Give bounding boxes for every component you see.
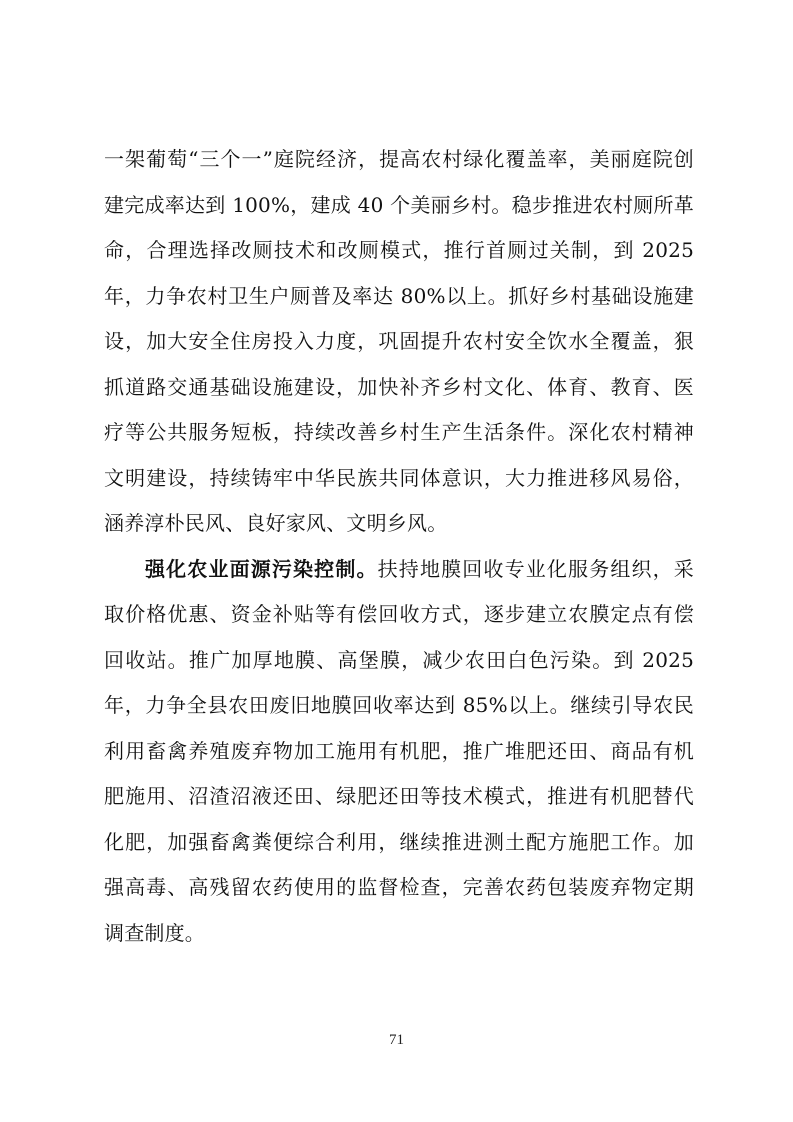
page-number: 71 <box>389 1032 404 1048</box>
text-line: 建完成率达到 100%，建成 40 个美丽乡村。稳步推进农村厕所革 <box>104 192 694 217</box>
text-line: 文明建设，持续铸牢中华民族共同体意识，大力推进移风易俗， <box>104 465 694 490</box>
text-line: 一架葡萄“三个一”庭院经济，提高农村绿化覆盖率，美丽庭院创 <box>104 147 694 171</box>
text-line: 命，合理选择改厕技术和改厕模式，推行首厕过关制，到 2025 <box>104 238 694 262</box>
text-line: 设，加大安全住房投入力度，巩固提升农村安全饮水全覆盖，狠 <box>104 329 694 353</box>
text-line: 回收站。推广加厚地膜、高堡膜，减少农田白色污染。到 2025 <box>104 647 694 672</box>
text-line: 利用畜禽养殖废弃物加工施用有机肥，推广堆肥还田、商品有机 <box>104 738 694 763</box>
body-text <box>104 137 694 956</box>
text-line <box>104 547 694 593</box>
paragraph <box>104 137 694 547</box>
paragraph-heading: 强化农业面源污染控制。 <box>144 556 378 581</box>
text-line: 化肥，加强畜禽粪便综合利用，继续推进测土配方施肥工作。加 <box>104 829 694 854</box>
text-line: 疗等公共服务短板，持续改善乡村生产生活条件。深化农村精神 <box>104 420 694 444</box>
text-line: 肥施用、沼渣沼液还田、绿肥还田等技术模式，推进有机肥替代 <box>104 784 694 808</box>
text-line: 调查制度。 <box>104 920 205 945</box>
text-line: 年，力争农村卫生户厕普及率达 80%以上。抓好乡村基础设施建 <box>104 283 694 308</box>
text-line: 强高毒、高残留农药使用的监督检查，完善农药包装废弃物定期 <box>104 875 694 899</box>
text-line: 涵养淳朴民风、良好家风、文明乡风。 <box>104 511 448 535</box>
text-run: 扶持地膜回收专业化服务组织，采 <box>377 556 695 581</box>
paragraph <box>104 547 694 957</box>
text-line: 年，力争全县农田废旧地膜回收率达到 85%以上。继续引导农民 <box>104 693 694 717</box>
text-line: 抓道路交通基础设施建设，加快补齐乡村文化、体育、教育、医 <box>104 374 694 399</box>
text-line: 取价格优惠、资金补贴等有偿回收方式，逐步建立农膜定点有偿 <box>104 602 694 626</box>
